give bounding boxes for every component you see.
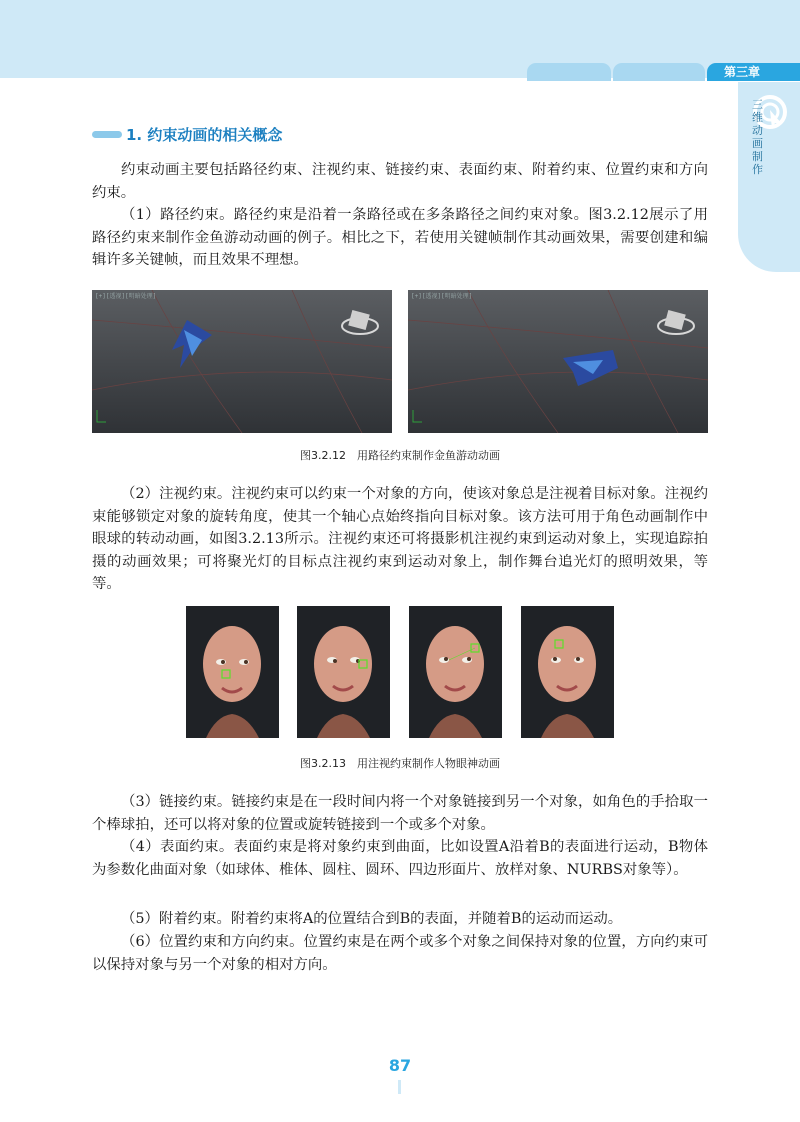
chapter-tab-inactive	[613, 63, 705, 81]
heading-bar	[92, 131, 122, 138]
viewport-label: [+][透视][明暗处理]	[95, 293, 157, 300]
section-heading-text: 1. 约束动画的相关概念	[126, 125, 283, 144]
paragraph-attach-constraint: （5）附着约束。附着约束将A的位置结合到B的表面，并随着B的运动而运动。	[121, 911, 623, 927]
face-render-2	[297, 606, 390, 738]
face-render-4	[521, 606, 614, 738]
sidebar-title: 三维动画制作	[752, 98, 763, 176]
paragraph-position-orientation: （6）位置约束和方向约束。位置约束是在两个或多个对象之间保持对象的位置，方向约束可以保持对象与另一个对象的相对方向。	[92, 934, 708, 973]
goldfish-path-viewport-left	[92, 290, 392, 433]
viewport-label: [+][透视][明暗处理]	[411, 293, 473, 300]
page-number: 87	[388, 1056, 412, 1075]
paragraph-link-constraint: （3）链接约束。链接约束是在一段时间内将一个对象链接到另一个对象，如角色的手拾取一个棒球拍，还可以将对象的位置或旋转链接到一个或多个对象。	[92, 794, 708, 833]
page-number-tick	[398, 1080, 401, 1094]
section-heading	[92, 124, 282, 144]
paragraph-intro: 约束动画主要包括路径约束、注视约束、链接约束、表面约束、附着约束、位置约束和方向约束。	[92, 162, 708, 201]
paragraph-lookat-constraint: （2）注视约束。注视约束可以约束一个对象的方向，使该对象总是注视着目标对象。注视约束能够锁定对象的旋转角度，使其一个轴心点始终指向目标对象。该方法可用于角色动画制作中眼球的转动动画，如图3.2.13所示。注视约束还可将摄影机注视约束到运动对象上，实现追踪拍摄的动画效果；可将聚光灯的目标点注视约束到运动对象上，制作舞台追光灯的照明效果，等等。	[92, 486, 708, 592]
figure-caption-3-2-12: 图3.2.12 用路径约束制作金鱼游动动画	[300, 449, 500, 462]
face-render-3	[409, 606, 502, 738]
paragraph-surface-constraint: （4）表面约束。表面约束是将对象约束到曲面，比如设置A沿着B的表面进行运动，B物体为参数化曲面对象（如球体、椎体、圆柱、圆环、四边形面片、放样对象、NURBS对象等）。	[92, 839, 708, 878]
chapter-tab-inactive	[527, 63, 611, 81]
chapter-label: 第三章	[723, 65, 760, 79]
figure-caption-3-2-13: 图3.2.13 用注视约束制作人物眼神动画	[300, 757, 500, 770]
goldfish-path-viewport-right	[408, 290, 708, 433]
face-render-1	[186, 606, 279, 738]
paragraph-path-constraint: （1）路径约束。路径约束是沿着一条路径或在多条路径之间约束对象。图3.2.12展示了用路径约束来制作金鱼游动动画的例子。相比之下，若使用关键帧制作其动画效果，需要创建和编辑许多关键帧，而且效果不理想。	[92, 207, 708, 268]
